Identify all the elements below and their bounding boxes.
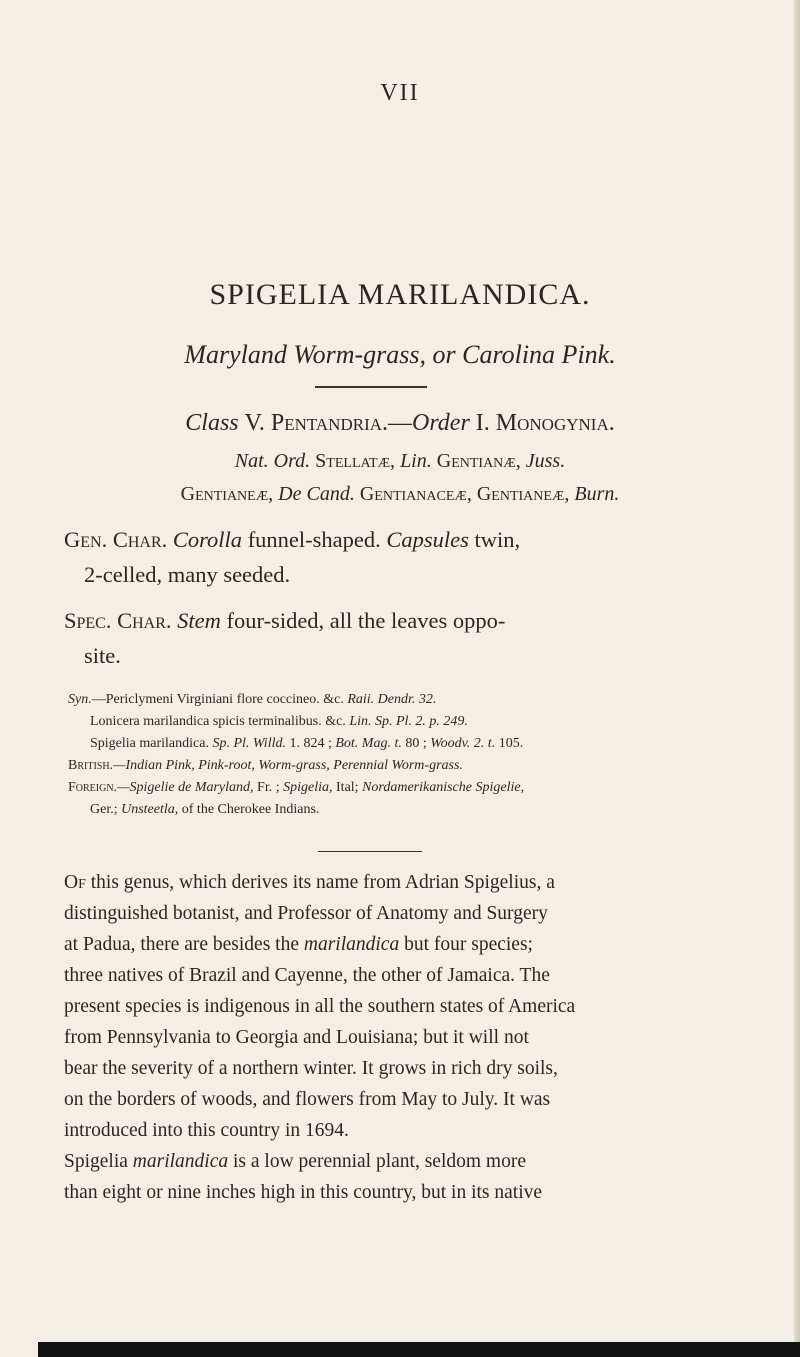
body-line-3 (64, 934, 533, 956)
gen-char-text-1: funnel-shaped. (247, 527, 381, 552)
plant-common-names: Maryland Worm-grass, or Carolina Pink. (184, 340, 616, 369)
generic-character-line-2: 2-celled, many seeded. (84, 562, 291, 587)
foreign-lang-ger: Ger.; (90, 802, 118, 817)
foreign-label: Foreign. (68, 780, 118, 795)
page-edge-shadow (794, 0, 800, 1357)
foreign-lang-ital: Ital; (336, 780, 359, 795)
body-line-7: bear the severity of a northern winter. It grows in rich dry soils, (64, 1058, 558, 1079)
nat-ord-label: Nat. Ord. (234, 450, 311, 472)
body-line-9: introduced into this country in 1694. (64, 1120, 349, 1141)
order-value: I. Monogynia. (475, 410, 615, 436)
title-divider (315, 386, 427, 388)
gen-char-capsules: Capsules (386, 527, 469, 552)
syn-2-ref: Lin. Sp. Pl. 2. p. 249. (349, 714, 468, 729)
class-label: Class (185, 410, 239, 436)
synonym-line-2 (90, 714, 468, 730)
body-line-1-text: this genus, which derives its name from Adrian Spigelius, a (90, 872, 555, 893)
natural-order-line-1 (0, 450, 800, 473)
nat-ord-gentianaceae: Gentianaceæ, Gentianeæ, (359, 483, 570, 505)
syn-1-ref: Raii. Dendr. 32. (347, 692, 437, 707)
body-line-4: three natives of Brazil and Cayenne, the other of Jamaica. The (64, 965, 550, 986)
spec-char-label: Spec. Char. (64, 608, 172, 633)
syn-3-mid-2: 80 ; (405, 736, 427, 751)
body-line-5: present species is indigenous in all the southern states of America (64, 996, 576, 1017)
foreign-names-line-1 (68, 780, 524, 796)
specific-character-line-1 (64, 608, 800, 634)
nat-ord-stellatae: Stellatæ, (315, 450, 396, 472)
authority-juss: Juss. (525, 450, 566, 472)
syn-3-text: Spigelia marilandica. (90, 736, 209, 751)
foreign-name-ital: Spigelia, (283, 780, 333, 795)
foreign-name-ger: Nordamerikanische Spigelie, (362, 780, 525, 795)
body-line-3-a: at Padua, there are besides the (64, 934, 299, 955)
class-value: V. Pentandria.— (244, 410, 413, 436)
british-names: —Indian Pink, Pink-root, Worm-grass, Perennial Worm-grass. (113, 758, 463, 773)
body-line-1 (64, 872, 555, 894)
synonym-line-3 (90, 736, 523, 752)
syn-label: Syn. (68, 692, 92, 707)
gen-char-corolla: Corolla (172, 527, 243, 552)
authority-burn: Burn. (574, 483, 620, 505)
syn-3-ref-1: Sp. Pl. Willd. (212, 736, 286, 751)
body-line-6: from Pennsylvania to Georgia and Louisiana; but it will not (64, 1027, 529, 1048)
british-label: British. (68, 758, 114, 773)
page-folio: VII (380, 80, 420, 106)
nat-ord-gentianae: Gentianæ, (436, 450, 521, 472)
specific-character-line-2: site. (84, 643, 121, 668)
body-line-3-species: marilandica (303, 934, 400, 955)
body-line-11: than eight or nine inches high in this country, but in its native (64, 1182, 543, 1203)
syn-3-mid: 1. 824 ; (289, 736, 332, 751)
syn-1-text: —Periclymeni Virginiani flore coccineo. &c. (91, 692, 344, 707)
spec-char-stem: Stem (177, 608, 221, 633)
authority-lin: Lin. (400, 450, 432, 472)
gen-char-label: Gen. Char. (64, 527, 168, 552)
british-names-line (68, 758, 463, 774)
body-line-3-c: but four species; (404, 934, 533, 955)
foreign-name-cherokee: Unsteetla, (121, 802, 179, 817)
synonym-line-1 (68, 692, 436, 708)
syn-3-end: 105. (498, 736, 524, 751)
plant-title: SPIGELIA MARILANDICA. (209, 278, 591, 311)
foreign-cherokee-note: of the Cherokee Indians. (181, 802, 320, 817)
foreign-name-fr: —Spigelie de Maryland, (117, 780, 254, 795)
body-line-10-species: marilandica (132, 1151, 229, 1172)
foreign-names-line-2 (90, 802, 319, 818)
body-line-8: on the borders of woods, and flowers from May to July. It was (64, 1089, 551, 1110)
natural-order-line-2 (0, 483, 800, 506)
body-line-2: distinguished botanist, and Professor of Anatomy and Surgery (64, 903, 548, 924)
authority-de-cand: De Cand. (278, 483, 355, 505)
section-divider (318, 851, 422, 852)
foreign-lang-fr: Fr. ; (257, 780, 280, 795)
gen-char-text-2: twin, (474, 527, 521, 552)
body-line-10-text: is a low perennial plant, seldom more (233, 1151, 526, 1172)
body-line-10-genus: Spigelia (64, 1151, 128, 1172)
body-line-10 (64, 1151, 526, 1173)
generic-character-line-1 (64, 527, 800, 553)
syn-3-ref-2: Bot. Mag. t. (335, 736, 402, 751)
scan-bottom-border (38, 1342, 800, 1357)
syn-2-text: Lonicera marilandica spicis terminalibus. &c. (90, 714, 346, 729)
class-order-line (0, 410, 800, 437)
syn-3-ref-3: Woodv. 2. t. (430, 736, 496, 751)
nat-ord-gentianeae: Gentianeæ, (180, 483, 274, 505)
spec-char-text-1: four-sided, all the leaves oppo- (226, 608, 506, 633)
order-label: Order (412, 410, 470, 436)
body-opening-word: Of (64, 872, 86, 893)
